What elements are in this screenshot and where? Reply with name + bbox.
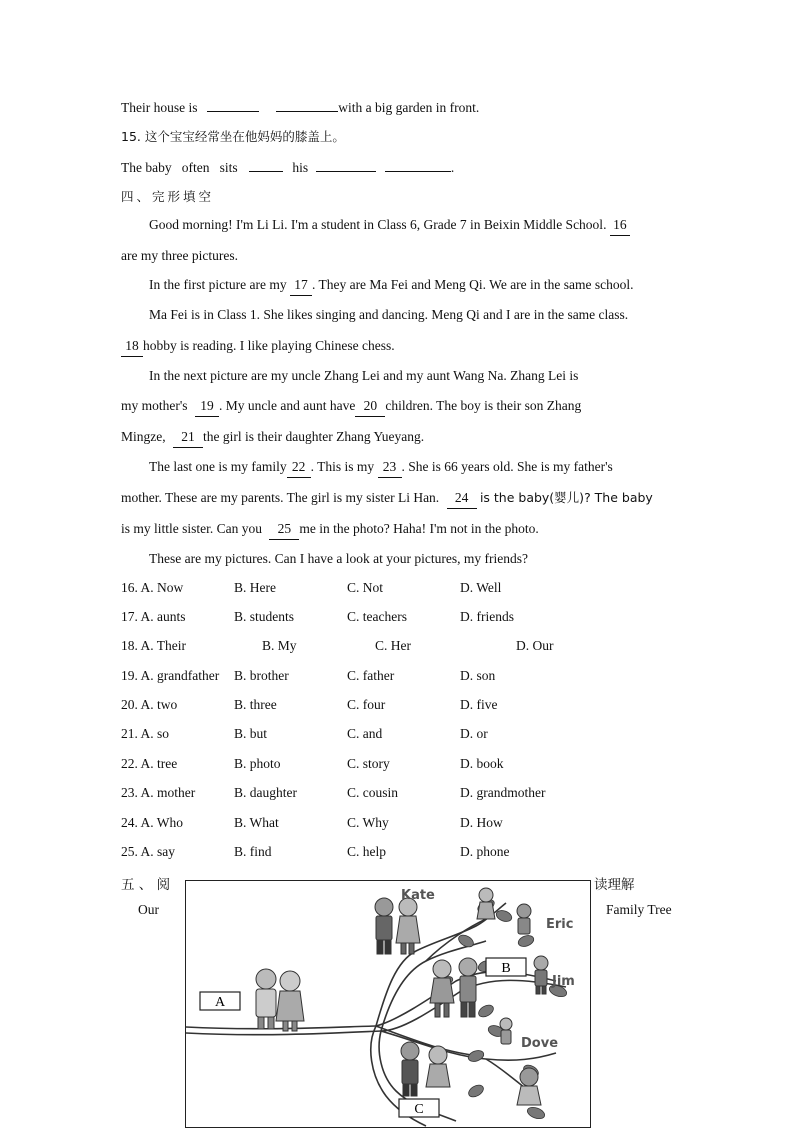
kate-label: Kate [401,888,435,903]
option-c[interactable]: C. four [347,697,386,712]
section-5-heading-right: 读理解 [594,877,635,893]
option-a[interactable]: 16. A. Now [121,580,184,595]
option-b[interactable]: B. but [234,726,268,741]
passage-line-11 [121,519,680,540]
blank-25[interactable]: 25 [269,519,299,540]
line-text-a: Their house is [121,100,198,115]
jim-child-figure [534,956,548,994]
passage-line-7 [121,396,680,417]
text: . My uncle and aunt have [218,398,356,413]
blank-24[interactable]: 24 [447,488,477,509]
text: Mingze, [121,429,166,444]
option-c[interactable]: C. Her [375,638,411,653]
bottom-girl-figure [517,1068,541,1105]
text: often [181,160,210,175]
passage-line-6: In the next picture are my uncle Zhang Lei and my aunt Wang Na. Zhang Lei is [149,368,579,383]
text: is my little sister. Can you [121,521,262,536]
kate-child-figure [477,888,495,919]
option-a[interactable]: 17. A. aunts [121,609,186,624]
line-text-b: with a big garden in front. [338,100,480,115]
blank-16[interactable]: 16 [610,215,630,236]
option-d[interactable]: D. five [460,697,498,712]
option-a[interactable]: 25. A. say [121,844,175,859]
option-b[interactable]: B. My [262,638,297,653]
option-b[interactable]: B. find [234,844,272,859]
option-c[interactable]: C. story [347,756,390,771]
blank-22[interactable]: 22 [287,457,311,478]
text: mother. These are my parents. The girl is my sister Li Han. [121,490,440,505]
bottom-couple-figure [401,1042,450,1096]
option-a[interactable]: 19. A. grandfather [121,668,220,683]
option-a[interactable]: 23. A. mother [121,785,196,800]
blank-20[interactable]: 20 [355,396,385,417]
option-d[interactable]: D. grandmother [460,785,546,800]
caption-left: Our [138,902,159,917]
section-5-heading-left: 五 、 阅 [121,877,171,893]
passage-line-9 [149,457,680,478]
option-d[interactable]: D. friends [460,609,514,624]
family-tree-figure [185,880,591,1128]
top-couple-figure [375,898,420,954]
text: In the first picture are my [149,277,287,292]
answer-blank[interactable] [276,97,338,112]
eric-label: Eric [546,917,574,932]
option-d[interactable]: D. How [460,815,503,830]
option-d[interactable]: D. Well [460,580,502,595]
text: my mother's [121,398,188,413]
box-a-label: A [214,995,226,1010]
option-d[interactable]: D. phone [460,844,510,859]
text: . [450,160,455,175]
blank-23[interactable]: 23 [378,457,402,478]
option-c[interactable]: C. father [347,668,395,683]
passage-line-4: Ma Fei is in Class 1. She likes singing and dancing. Meng Qi and I are in the same class. [149,307,629,322]
option-b[interactable]: B. What [234,815,279,830]
text: The baby [121,160,172,175]
option-a[interactable]: 20. A. two [121,697,178,712]
question-15-english [121,157,680,178]
option-c[interactable]: C. teachers [347,609,407,624]
option-c[interactable]: C. Why [347,815,389,830]
middle-couple-figure [430,958,477,1017]
text: is the baby(婴儿)? The baby [479,490,653,505]
option-a[interactable]: 21. A. so [121,726,170,741]
option-b[interactable]: B. photo [234,756,281,771]
text: sits [219,160,238,175]
family-tree-illustration [186,881,590,1127]
text: . They are Ma Fei and Meng Qi. We are in the same school. [311,277,634,292]
blank-19[interactable]: 19 [195,396,219,417]
option-b[interactable]: B. brother [234,668,289,683]
eric-child-figure [517,904,531,934]
option-d[interactable]: D. book [460,756,504,771]
text: hobby is reading. I like playing Chinese chess. [143,338,395,353]
option-d[interactable]: D. son [460,668,496,683]
question-15-chinese: 15. 这个宝宝经常坐在他妈妈的膝盖上。 [121,129,345,144]
passage-line-8 [121,427,680,448]
option-a[interactable]: 24. A. Who [121,815,184,830]
blank-17[interactable]: 17 [290,275,312,296]
box-b-label: B [501,961,511,976]
text: his [292,160,309,175]
passage-line-10 [121,488,680,509]
passage-line-5 [121,336,680,357]
blank-21[interactable]: 21 [173,427,203,448]
text: . She is 66 years old. She is my father's [401,459,613,474]
dove-child-figure [500,1018,512,1044]
option-d[interactable]: D. Our [516,638,554,653]
option-a[interactable]: 22. A. tree [121,756,178,771]
text: . This is my [310,459,375,474]
passage-line-3 [149,275,680,296]
passage-line-2: are my three pictures. [121,248,238,263]
option-b[interactable]: B. Here [234,580,276,595]
text: Good morning! I'm Li Li. I'm a student in Class 6, Grade 7 in Beixin Middle School. [149,217,607,232]
option-a[interactable]: 18. A. Their [121,638,186,653]
passage-line-12: These are my pictures. Can I have a look at your pictures, my friends? [149,551,528,566]
answer-blank[interactable] [316,157,376,172]
jim-label: Jim [552,974,575,989]
option-b[interactable]: B. students [234,609,295,624]
caption-right: Family Tree [606,902,672,917]
box-c-label: C [414,1102,424,1117]
option-b[interactable]: B. three [234,697,277,712]
text: children. The boy is their son Zhang [385,398,582,413]
dove-label: Dove [521,1036,559,1051]
text: the girl is their daughter Zhang Yueyang. [203,429,425,444]
fill-in-line-14 [121,97,680,118]
option-b[interactable]: B. daughter [234,785,297,800]
option-c[interactable]: C. and [347,726,383,741]
option-c[interactable]: C. cousin [347,785,399,800]
grandparents-figure [256,969,304,1031]
blank-18[interactable]: 18 [121,336,143,357]
text: The last one is my family [149,459,287,474]
answer-blank[interactable] [207,97,259,112]
text: me in the photo? Haha! I'm not in the photo. [299,521,539,536]
passage-line-1 [149,215,680,236]
answer-blank[interactable] [249,157,283,172]
option-c[interactable]: C. help [347,844,386,859]
option-c[interactable]: C. Not [347,580,384,595]
section-4-heading: 四、完形填空 [121,189,215,204]
answer-blank[interactable] [385,157,451,172]
option-d[interactable]: D. or [460,726,488,741]
